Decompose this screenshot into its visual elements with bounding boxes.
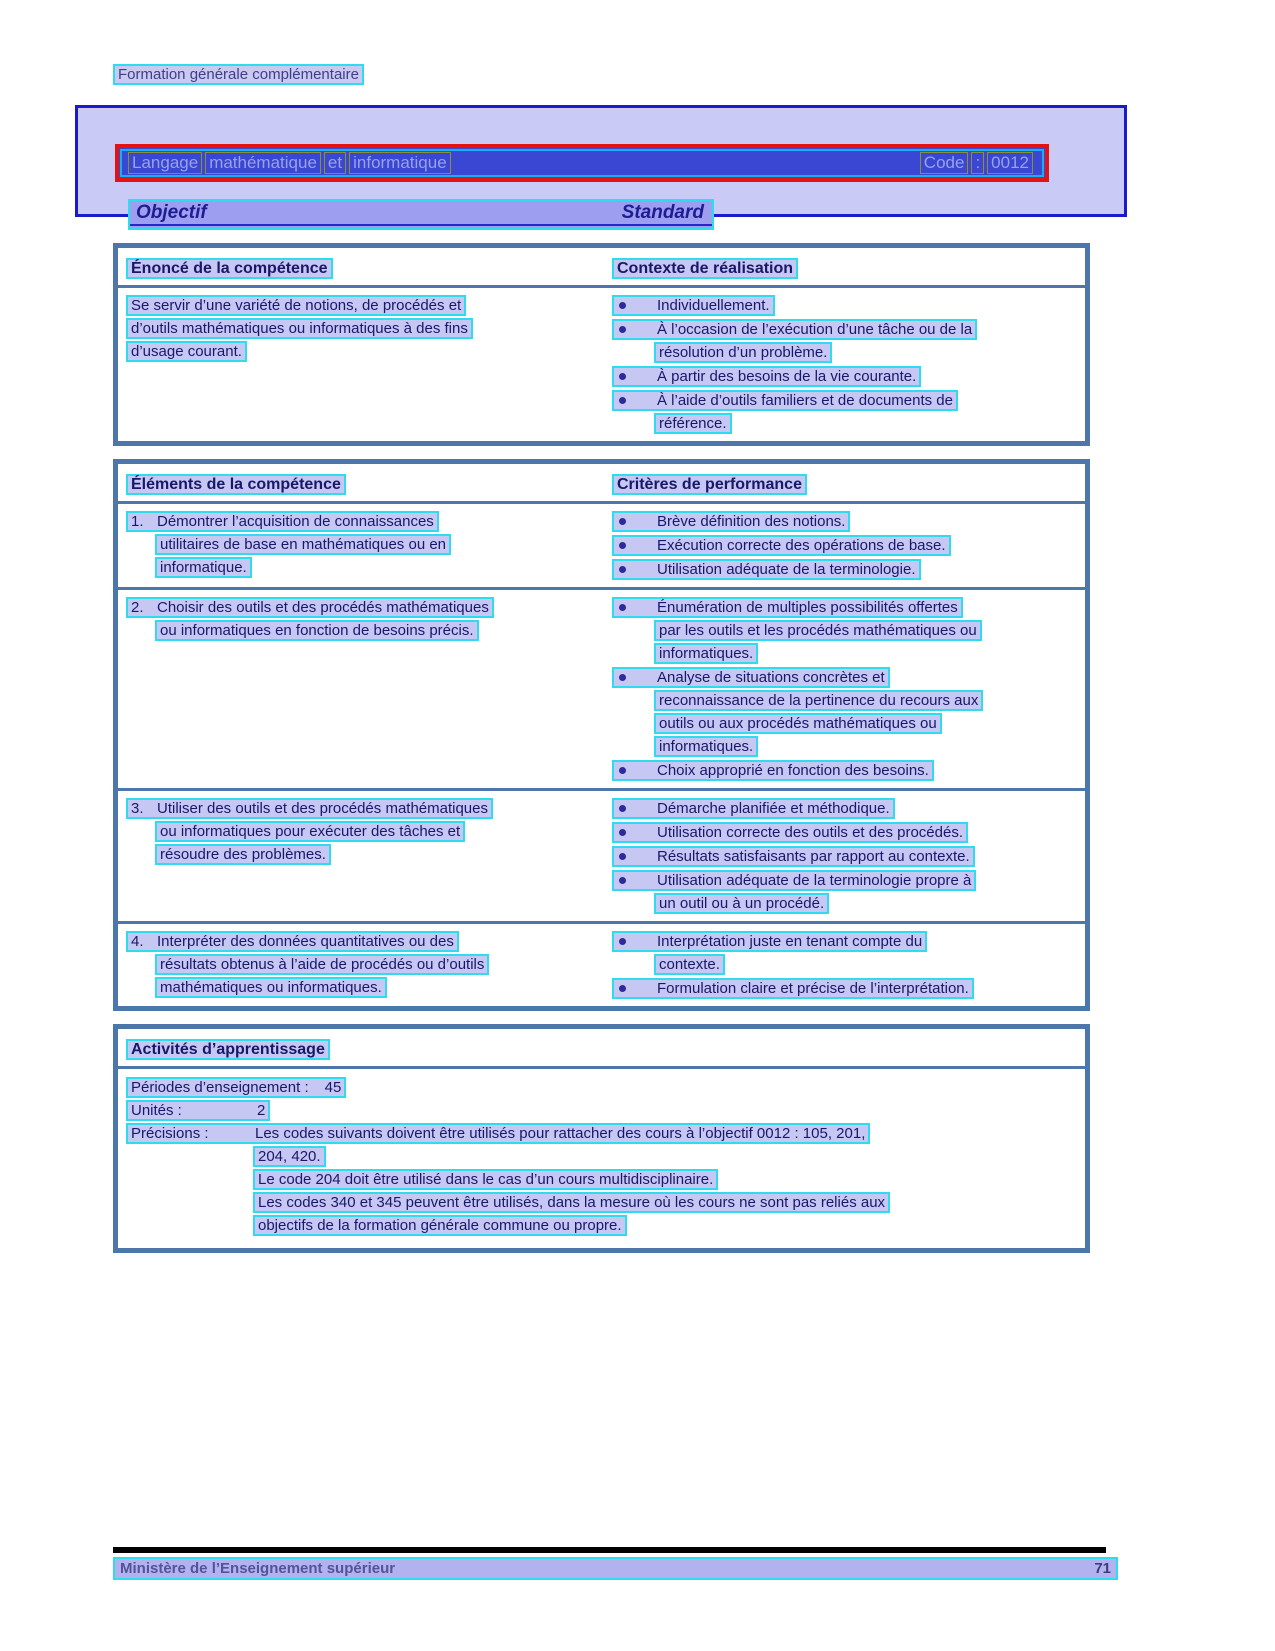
table1-header-left: Énoncé de la compétence [126,258,333,279]
right-column [612,597,1085,784]
text-line [654,413,1085,434]
bullet-icon [619,326,626,333]
table2-header-left: Éléments de la compétence [126,474,346,495]
bullet-item [612,559,1085,580]
bullet-item [612,390,1085,434]
competence-table [113,243,1090,446]
line-text: Formulation claire et précise de l’interprétation. [657,980,969,997]
text-line [654,690,1085,711]
competence-line [126,798,493,819]
periods-band [126,1077,346,1098]
table-row [118,288,1085,441]
footer-rule [113,1547,1106,1553]
precisions-label: Précisions : [131,1125,209,1142]
competence-line [155,977,387,998]
competence-line [155,534,451,555]
periods-value: 45 [324,1079,342,1096]
precision-line [253,1169,1085,1190]
line-text: Se servir d’une variété de notions, de procédés et [131,297,462,314]
text-line [612,822,1085,843]
line-text: Démarche planifiée et méthodique. [657,800,890,817]
competence-table-header [118,248,1085,285]
course-title-bar [115,144,1049,182]
text-line [155,534,612,555]
criteria-line [612,597,963,618]
text-line [155,977,612,998]
text-line [612,366,1085,387]
bullet-item [612,978,1085,999]
text-line [155,557,612,578]
bullet-icon [619,938,626,945]
line-text: résoudre des problèmes. [160,846,326,863]
text-line [126,597,612,618]
text-line [612,760,1085,781]
line-text: Brève définition des notions. [657,513,846,530]
line-text: reconnaissance de la pertinence du recours aux [659,692,979,709]
competence-line [126,931,459,952]
periods-label: Périodes d’enseignement : [131,1079,309,1096]
precision-band [253,1146,326,1167]
line-text: contexte. [659,956,720,973]
text-line [612,798,1085,819]
activities-table-header [118,1029,1085,1066]
bullet-item [612,846,1085,867]
text-line [612,597,1085,618]
line-text: résultats obtenus à l’aide de procédés ou d’outils [160,956,485,973]
bullet-icon [619,877,626,884]
bullet-icon [619,829,626,836]
precision-band [253,1192,890,1213]
text-line [155,954,612,975]
table-row [118,791,1085,921]
precision-line [253,1192,1085,1213]
bullet-icon [619,805,626,812]
objectif-standard-band [128,199,714,230]
item-number: 1. [131,513,144,530]
line-text: d’outils mathématiques ou informatiques à des fins [131,320,468,337]
tables-area [113,243,1090,1266]
bullet-item [612,295,1085,316]
section-label: Formation générale complémentaire [113,64,364,85]
criteria-line [612,366,921,387]
line-text: Exécution correcte des opérations de base. [657,537,946,554]
criteria-line [612,870,976,891]
bullet-icon [619,566,626,573]
line-text: référence. [659,415,727,432]
table2-header-right: Critères de performance [612,474,807,495]
line-text: Interprétation juste en tenant compte du [657,933,923,950]
criteria-line [612,511,850,532]
standard-heading: Standard [621,202,704,223]
item-number: 2. [131,599,144,616]
bullet-item [612,667,1085,757]
activities-header: Activités d’apprentissage [126,1039,330,1060]
criteria-line [612,760,934,781]
line-text: Énumération de multiples possibilités offertes [657,599,958,616]
units-row [126,1100,1085,1121]
text-line [612,846,1085,867]
footer-text: Ministère de l’Enseignement supérieur [120,1560,396,1577]
competence-line [126,341,247,362]
text-line [126,511,612,532]
criteria-line [612,978,974,999]
competence-line [126,318,473,339]
criteria-line [612,535,951,556]
line-text: Utilisation adéquate de la terminologie propre à [657,872,972,889]
item-number: 3. [131,800,144,817]
criteria-line [654,620,982,641]
left-column [118,931,612,1002]
text-line [126,798,612,819]
activities-table-body [118,1069,1085,1248]
criteria-line [612,846,975,867]
right-column [612,295,1085,437]
bullet-item [612,870,1085,914]
line-text: À partir des besoins de la vie courante. [657,368,917,385]
line-text: Résultats satisfaisants par rapport au contexte. [657,848,970,865]
line-text: Utiliser des outils et des procédés mathématiques [157,800,488,817]
line-text: Démontrer l’acquisition de connaissances [157,513,434,530]
precision-text: objectifs de la formation générale commune ou propre. [258,1217,622,1234]
criteria-line [612,559,921,580]
text-line [612,511,1085,532]
text-line [612,559,1085,580]
bullet-icon [619,767,626,774]
right-column [612,511,1085,583]
bullet-item [612,511,1085,532]
competence-line [126,511,439,532]
precision-text: Les codes 340 et 345 peuvent être utilisés, dans la mesure où les cours ne sont pas reliés aux [258,1194,886,1211]
line-text: Analyse de situations concrètes et [657,669,885,686]
precision-band [253,1169,718,1190]
line-text: Choix approprié en fonction des besoins. [657,762,929,779]
bullet-icon [619,397,626,404]
bullet-icon [619,542,626,549]
competence-line [155,954,489,975]
bullet-item [612,319,1085,363]
criteria-line [654,736,758,757]
course-code [920,152,1036,174]
title-word: mathématique [205,152,321,174]
criteria-line [612,931,927,952]
criteria-line [612,822,968,843]
line-text: résolution d’un problème. [659,344,828,361]
criteria-line [612,667,890,688]
table-row [118,504,1085,587]
right-column [612,931,1085,1002]
line-text: par les outils et les procédés mathématiques ou [659,622,977,639]
line-text: un outil ou à un procédé. [659,895,825,912]
bullet-icon [619,853,626,860]
line-text: informatique. [160,559,247,576]
line-text: Choisir des outils et des procédés mathématiques [157,599,489,616]
bullet-icon [619,518,626,525]
code-word: 0012 [987,152,1033,174]
bullet-icon [619,604,626,611]
footer [113,1557,1118,1580]
left-column [118,295,612,437]
bullet-icon [619,985,626,992]
line-text: Individuellement. [657,297,770,314]
line-text: Utilisation adéquate de la terminologie. [657,561,916,578]
competence-line [155,821,465,842]
elements-table [113,459,1090,1011]
text-line [654,736,1085,757]
text-line [126,318,612,339]
header-box [75,105,1127,223]
text-line [612,931,1085,952]
bullet-item [612,798,1085,819]
text-line [654,893,1085,914]
criteria-line [612,798,895,819]
precision-band [253,1215,627,1236]
line-text: d’usage courant. [131,343,242,360]
table1-header-right: Contexte de réalisation [612,258,798,279]
competence-line [126,295,466,316]
competence-line [126,597,494,618]
text-line [654,342,1085,363]
text-line [654,643,1085,664]
elements-table-header [118,464,1085,501]
text-line [612,535,1085,556]
criteria-line [654,690,983,711]
right-column [612,798,1085,917]
bullet-icon [619,674,626,681]
title-word: Langage [128,152,202,174]
text-line [612,390,1085,411]
line-text: ou informatiques pour exécuter des tâches et [160,823,461,840]
title-word: informatique [349,152,451,174]
page-number: 71 [1094,1560,1111,1577]
line-text: ou informatiques en fonction de besoins précis. [160,622,474,639]
criteria-line [654,413,732,434]
objectif-heading: Objectif [136,202,207,223]
title-word: et [324,152,346,174]
units-value: 2 [257,1102,266,1119]
periods-row [126,1077,1085,1098]
bullet-item [612,760,1085,781]
bullet-item [612,366,1085,387]
criteria-line [654,893,829,914]
line-text: Utilisation correcte des outils et des procédés. [657,824,963,841]
text-line [612,667,1085,688]
text-line [654,954,1085,975]
precision-line [126,1123,1085,1144]
text-line [126,295,612,316]
table-row [118,590,1085,788]
left-column [118,511,612,583]
text-line [612,978,1085,999]
bullet-icon [619,302,626,309]
code-word: Code [920,152,969,174]
text-line [654,713,1085,734]
criteria-line [654,643,758,664]
precision-line [253,1215,1085,1236]
units-band [126,1100,270,1121]
criteria-line [654,713,942,734]
precision-text: 204, 420. [258,1148,321,1165]
left-column [118,597,612,784]
item-number: 4. [131,933,144,950]
text-line [126,341,612,362]
criteria-line [612,319,977,340]
text-line [612,870,1085,891]
line-text: informatiques. [659,738,754,755]
precision-text: Le code 204 doit être utilisé dans le cas d’un cours multidisciplinaire. [258,1171,714,1188]
course-title [128,152,454,174]
bullet-icon [619,373,626,380]
title-line-box [120,149,1044,177]
units-label: Unités : [131,1102,182,1119]
criteria-line [654,954,725,975]
criteria-line [654,342,832,363]
line-text: utilitaires de base en mathématiques ou en [160,536,447,553]
competence-line [155,620,479,641]
line-text: mathématiques ou informatiques. [160,979,382,996]
text-line [654,620,1085,641]
left-column [118,798,612,917]
competence-table-body [118,288,1085,441]
code-word: : [971,152,984,174]
section-label-wrap [113,64,364,85]
precision-band [126,1123,870,1144]
criteria-line [612,390,958,411]
bullet-item [612,931,1085,975]
criteria-line [612,295,775,316]
activities-table [113,1024,1090,1253]
text-line [126,931,612,952]
text-line [612,295,1085,316]
bullet-item [612,597,1085,664]
text-line [612,319,1085,340]
line-text: À l’occasion de l’exécution d’une tâche ou de la [657,321,973,338]
text-line [155,620,612,641]
competence-line [155,844,331,865]
line-text: outils ou aux procédés mathématiques ou [659,715,937,732]
text-line [155,844,612,865]
bullet-item [612,822,1085,843]
elements-table-body [118,504,1085,1006]
precision-text: Les codes suivants doivent être utilisés pour rattacher des cours à l’objectif 0012 : 105, 201, [255,1125,866,1142]
text-line [155,821,612,842]
competence-line [155,557,252,578]
line-text: À l’aide d’outils familiers et de documents de [657,392,953,409]
bullet-item [612,535,1085,556]
precision-line [253,1146,1085,1167]
table-row [118,924,1085,1006]
line-text: informatiques. [659,645,754,662]
line-text: Interpréter des données quantitatives ou des [157,933,454,950]
